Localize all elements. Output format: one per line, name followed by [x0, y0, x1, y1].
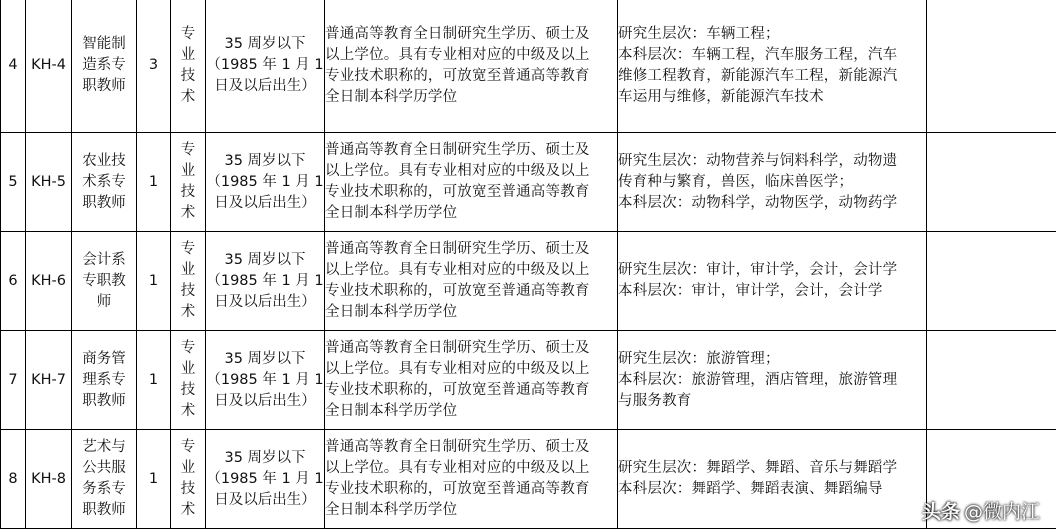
- position-type-char: 专: [180, 439, 196, 455]
- position-name: [72, 430, 137, 529]
- position-type-char: 业: [180, 262, 196, 278]
- position-type-char: 术: [180, 403, 196, 419]
- position-name-line: 会计系: [82, 251, 126, 268]
- age-requirement-line: 35 周岁以下: [224, 350, 306, 367]
- watermark: [922, 497, 1040, 524]
- age-requirement-line: 日及以后出生）: [214, 78, 316, 94]
- position-type-char: 专: [180, 340, 196, 356]
- position-name: [72, 331, 137, 430]
- position-name-line: 智能制: [82, 36, 126, 52]
- major-requirement-line: 本科层次：旅游管理，酒店管理，旅游管理: [618, 371, 898, 388]
- position-name-line: 术系专: [82, 173, 126, 190]
- major-requirement-line: 研究生层次：审计，审计学，会计，会计学: [618, 262, 898, 278]
- major-requirement-line: 本科层次：舞蹈学、舞蹈表演、舞蹈编导: [618, 481, 883, 497]
- education-requirement-line: 专业技术职称的，可放宽至普通高等教育: [325, 382, 590, 398]
- notes-cell: [927, 133, 1056, 232]
- age-requirement-line: 35 周岁以下: [224, 36, 306, 52]
- age-requirement-line: 日及以后出生）: [214, 194, 316, 211]
- headcount: 3: [137, 0, 171, 133]
- position-name-line: 职教师: [82, 194, 126, 211]
- age-requirement: [206, 430, 325, 529]
- education-requirement-line: 专业技术职称的，可放宽至普通高等教育: [325, 184, 590, 200]
- position-type-char: 术: [180, 205, 196, 221]
- notes-cell: [927, 232, 1056, 331]
- major-requirement-line: 研究生层次：动物营养与饲料科学，动物遗: [618, 152, 898, 169]
- education-requirement-line: 全日制本科学历学位: [325, 205, 458, 221]
- watermark-handle: @微内江: [963, 501, 1040, 523]
- position-name: [72, 133, 137, 232]
- major-requirement: [618, 133, 927, 232]
- position-type: [171, 331, 206, 430]
- position-type: [171, 430, 206, 529]
- major-requirement: [618, 0, 927, 133]
- table-row: [1, 0, 1056, 133]
- age-requirement-line: 35 周岁以下: [224, 449, 306, 466]
- position-code: KH-8: [26, 430, 72, 529]
- position-name-line: 务系专: [82, 481, 126, 497]
- major-requirement: [618, 430, 927, 529]
- watermark-logo: 头条: [921, 501, 960, 523]
- education-requirement: [325, 331, 618, 430]
- education-requirement-line: 以上学位。具有专业相对应的中级及以上: [325, 361, 590, 377]
- position-type-char: 专: [180, 142, 196, 158]
- education-requirement: [325, 133, 618, 232]
- education-requirement-line: 普通高等教育全日制研究生学历、硕士及: [325, 439, 590, 455]
- table-body: [1, 0, 1056, 529]
- education-requirement-line: 普通高等教育全日制研究生学历、硕士及: [325, 142, 590, 158]
- age-requirement: [206, 0, 325, 133]
- headcount: 1: [137, 331, 171, 430]
- position-type-char: 术: [180, 88, 196, 105]
- age-requirement: [206, 133, 325, 232]
- row-number: 7: [1, 331, 26, 430]
- education-requirement-line: 专业技术职称的，可放宽至普通高等教育: [325, 67, 590, 84]
- major-requirement-line: 研究生层次：车辆工程；: [618, 25, 780, 42]
- position-code: KH-7: [26, 331, 72, 430]
- position-name-line: 专职教: [82, 272, 126, 289]
- table-row: [1, 430, 1056, 529]
- position-type-char: 技: [180, 481, 196, 497]
- position-type-char: 技: [180, 184, 196, 200]
- education-requirement-line: 以上学位。具有专业相对应的中级及以上: [325, 460, 590, 476]
- age-requirement-line: （1985 年 1 月 1: [206, 57, 324, 73]
- notes-cell: [927, 331, 1056, 430]
- major-requirement-line: 本科层次：动物科学，动物医学，动物药学: [618, 194, 898, 211]
- position-type: [171, 0, 206, 133]
- major-requirement-line: 研究生层次：旅游管理；: [618, 350, 780, 367]
- age-requirement: [206, 331, 325, 430]
- table-row: [1, 232, 1056, 331]
- table-row: [1, 331, 1056, 430]
- position-name: [72, 0, 137, 133]
- major-requirement-line: 研究生层次：舞蹈学、舞蹈、音乐与舞蹈学: [618, 460, 898, 476]
- position-type-char: 技: [180, 283, 196, 299]
- education-requirement-line: 普通高等教育全日制研究生学历、硕士及: [325, 241, 590, 257]
- major-requirement: [618, 232, 927, 331]
- headcount: 1: [137, 232, 171, 331]
- position-type-char: 专: [180, 25, 196, 42]
- education-requirement-line: 全日制本科学历学位: [325, 88, 458, 105]
- major-requirement-line: 本科层次：车辆工程，汽车服务工程，汽车: [618, 46, 898, 63]
- position-type-char: 技: [180, 382, 196, 398]
- education-requirement-line: 普通高等教育全日制研究生学历、硕士及: [325, 25, 590, 42]
- age-requirement-line: （1985 年 1 月 1: [206, 272, 324, 289]
- row-number: 4: [1, 0, 26, 133]
- position-name-line: 理系专: [82, 371, 126, 388]
- position-type-char: 术: [180, 502, 196, 518]
- position-type-char: 业: [180, 46, 196, 63]
- notes-cell: [927, 0, 1056, 133]
- age-requirement-line: （1985 年 1 月 1: [206, 173, 324, 190]
- age-requirement-line: 35 周岁以下: [224, 152, 306, 169]
- age-requirement-line: 日及以后出生）: [214, 392, 316, 409]
- position-name-line: 商务管: [82, 350, 126, 367]
- headcount: 1: [137, 133, 171, 232]
- education-requirement-line: 以上学位。具有专业相对应的中级及以上: [325, 46, 590, 63]
- position-type-char: 技: [180, 67, 196, 84]
- age-requirement-line: 日及以后出生）: [214, 491, 316, 508]
- position-type-char: 业: [180, 361, 196, 377]
- table-row: [1, 133, 1056, 232]
- age-requirement-line: （1985 年 1 月 1: [206, 371, 324, 388]
- position-type: [171, 133, 206, 232]
- major-requirement-line: 维修工程教育，新能源汽车工程，新能源汽: [618, 67, 898, 84]
- education-requirement: [325, 232, 618, 331]
- major-requirement: [618, 331, 927, 430]
- row-number: 8: [1, 430, 26, 529]
- position-code: KH-6: [26, 232, 72, 331]
- position-code: KH-5: [26, 133, 72, 232]
- education-requirement-line: 全日制本科学历学位: [325, 304, 458, 320]
- position-name-line: 造系专: [82, 57, 126, 73]
- education-requirement-line: 以上学位。具有专业相对应的中级及以上: [325, 163, 590, 179]
- position-type-char: 业: [180, 460, 196, 476]
- position-type-char: 专: [180, 241, 196, 257]
- position-type-char: 术: [180, 304, 196, 320]
- position-name-line: 职教师: [82, 78, 126, 94]
- row-number: 6: [1, 232, 26, 331]
- position-name-line: 职教师: [82, 502, 126, 518]
- education-requirement: [325, 0, 618, 133]
- position-type: [171, 232, 206, 331]
- position-name-line: 师: [96, 293, 112, 310]
- age-requirement-line: 35 周岁以下: [224, 251, 306, 268]
- education-requirement-line: 专业技术职称的，可放宽至普通高等教育: [325, 283, 590, 299]
- education-requirement-line: 以上学位。具有专业相对应的中级及以上: [325, 262, 590, 278]
- age-requirement-line: （1985 年 1 月 1: [206, 470, 324, 487]
- headcount: 1: [137, 430, 171, 529]
- position-name: [72, 232, 137, 331]
- position-name-line: 公共服: [82, 460, 126, 476]
- education-requirement-line: 专业技术职称的，可放宽至普通高等教育: [325, 481, 590, 497]
- major-requirement-line: 车运用与维修，新能源汽车技术: [618, 88, 824, 105]
- position-type-char: 业: [180, 163, 196, 179]
- major-requirement-line: 传育种与繁育，兽医，临床兽医学；: [618, 173, 854, 190]
- position-name-line: 农业技: [82, 152, 126, 169]
- education-requirement-line: 全日制本科学历学位: [325, 502, 458, 518]
- education-requirement-line: 全日制本科学历学位: [325, 403, 458, 419]
- education-requirement: [325, 430, 618, 529]
- position-code: KH-4: [26, 0, 72, 133]
- position-name-line: 职教师: [82, 392, 126, 409]
- major-requirement-line: 与服务教育: [618, 392, 692, 409]
- age-requirement-line: 日及以后出生）: [214, 293, 316, 310]
- major-requirement-line: 本科层次：审计，审计学，会计，会计学: [618, 283, 883, 299]
- row-number: 5: [1, 133, 26, 232]
- education-requirement-line: 普通高等教育全日制研究生学历、硕士及: [325, 340, 590, 356]
- position-name-line: 艺术与: [82, 439, 126, 455]
- age-requirement: [206, 232, 325, 331]
